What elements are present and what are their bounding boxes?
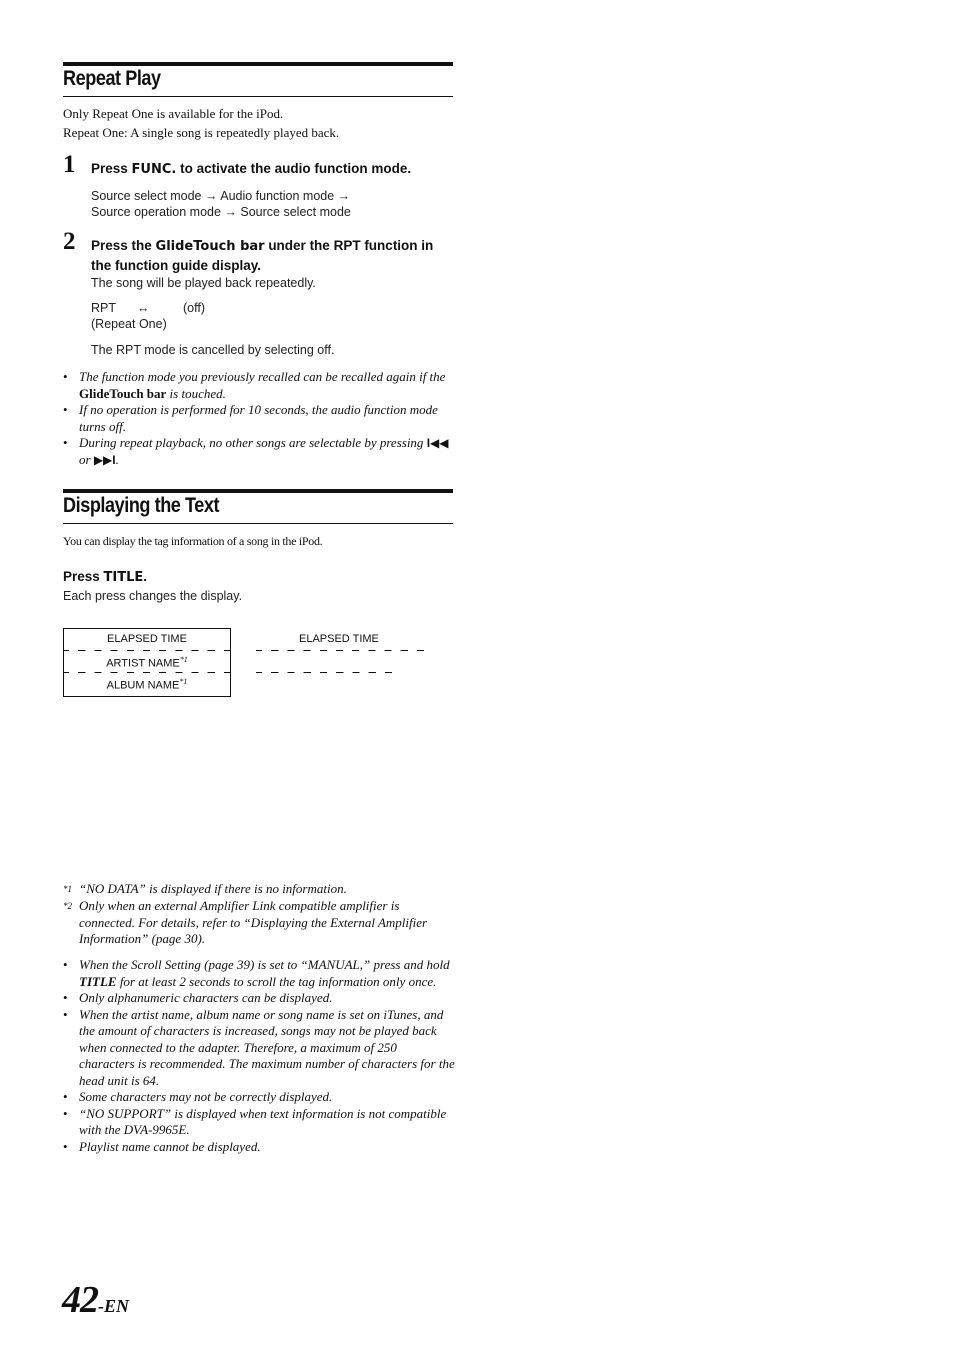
note-text: . bbox=[115, 451, 119, 467]
note-text: for at least 2 seconds to scroll the tag information only once. bbox=[116, 973, 437, 989]
section-heading-rule bbox=[63, 96, 453, 97]
repeat-intro bbox=[63, 104, 455, 142]
rpt-off-label: (off) bbox=[183, 301, 205, 315]
page-number bbox=[62, 1278, 129, 1322]
mode-line: Source select mode → Audio function mode → bbox=[91, 189, 351, 203]
mode-sequence bbox=[91, 188, 456, 220]
footnote-1 bbox=[63, 881, 455, 898]
title-button-name: TITLE bbox=[103, 570, 144, 585]
row-text: ARTIST NAME bbox=[106, 657, 180, 670]
footnote-2 bbox=[63, 898, 455, 948]
mode-line: Source operation mode → Source select mode bbox=[91, 205, 351, 219]
rpt-cancel-text: The RPT mode is cancelled by selecting off. bbox=[91, 343, 335, 357]
step-text: Press bbox=[63, 569, 104, 584]
press-description: Each press changes the display. bbox=[63, 589, 243, 603]
note-text: or bbox=[79, 451, 94, 467]
page-number-value: 42 bbox=[62, 1279, 98, 1321]
intro-line: Only Repeat One is available for the iPod. bbox=[63, 106, 284, 121]
repeat-notes bbox=[63, 369, 455, 468]
display-notes bbox=[63, 957, 455, 1155]
prev-track-icon: I◀◀ bbox=[426, 436, 449, 450]
display-elapsed-right: ELAPSED TIME bbox=[299, 633, 379, 645]
note-item bbox=[63, 369, 455, 402]
step-text: . bbox=[143, 569, 148, 584]
footnote-mark: *1 bbox=[179, 655, 188, 664]
func-button-name: FUNC. bbox=[131, 162, 177, 177]
footnote-mark: *1 bbox=[179, 677, 188, 686]
display-row-elapsed: ELAPSED TIME bbox=[107, 633, 187, 645]
note-text: When the Scroll Setting (page 39) is set to “MANUAL,” press and hold bbox=[79, 957, 450, 972]
note-text: is touched. bbox=[166, 385, 226, 401]
display-row-artist bbox=[64, 655, 230, 670]
step-number: 1 bbox=[63, 151, 76, 178]
row-text: ALBUM NAME bbox=[106, 679, 180, 692]
next-track-icon: ▶▶I bbox=[93, 452, 116, 467]
step-instruction bbox=[91, 236, 456, 275]
press-title-instruction bbox=[63, 569, 147, 585]
note-key: GlideTouch bar bbox=[79, 385, 167, 401]
note-text: During repeat playback, no other songs are selectable by pressing bbox=[79, 435, 427, 450]
footnote-text: “NO DATA” is displayed if there is no information. bbox=[79, 881, 347, 896]
dashed-divider bbox=[63, 672, 231, 673]
dashed-divider bbox=[256, 650, 424, 651]
display-intro: You can display the tag information of a song in the iPod. bbox=[63, 534, 323, 548]
footnote-mark: *2 bbox=[63, 901, 72, 911]
note-item bbox=[63, 435, 455, 468]
note-item: • Playlist name cannot be displayed. bbox=[63, 1139, 455, 1156]
intro-line: Repeat One: A single song is repeatedly played back. bbox=[63, 125, 340, 140]
step-number: 2 bbox=[63, 228, 76, 255]
note-item: • “NO SUPPORT” is displayed when text information is not compatible with the DVA-9965E. bbox=[63, 1106, 455, 1139]
step-text: Press the bbox=[91, 238, 156, 253]
display-box bbox=[63, 628, 231, 697]
step-text: to activate the audio function mode. bbox=[176, 161, 412, 176]
note-item: • Some characters may not be correctly displayed. bbox=[63, 1089, 455, 1106]
note-key: TITLE bbox=[79, 973, 117, 989]
rpt-toggle-arrow: ↔ bbox=[137, 301, 150, 315]
step-text: Press bbox=[91, 161, 132, 176]
dashed-divider bbox=[63, 650, 231, 651]
dashed-divider bbox=[256, 672, 392, 673]
note-item bbox=[63, 957, 455, 990]
note-item: • When the artist name, album name or song name is set on iTunes, and the amount of characters is increased, songs may not be played back when connected to the adapter. Therefore, a maximum of 250 characters is recommended. The maximum number of characters for the head unit is 64. bbox=[63, 1007, 455, 1090]
step-description: The song will be played back repeatedly. bbox=[91, 276, 316, 290]
note-item: • Only alphanumeric characters can be displayed. bbox=[63, 990, 455, 1007]
display-row-album bbox=[64, 677, 230, 692]
step-instruction bbox=[91, 159, 456, 179]
section-heading-rule bbox=[63, 523, 453, 524]
section-heading-repeat-play: Repeat Play bbox=[63, 67, 161, 90]
step-text: under the RPT function in the function guide display. bbox=[91, 238, 434, 273]
page-language-suffix: -EN bbox=[98, 1296, 129, 1316]
rpt-one-label: (Repeat One) bbox=[91, 317, 167, 331]
section-top-bar bbox=[63, 62, 453, 66]
section-top-bar bbox=[63, 489, 453, 493]
section-heading-displaying-text: Displaying the Text bbox=[63, 494, 220, 517]
rpt-label: RPT bbox=[91, 301, 116, 315]
note-text: The function mode you previously recalled can be recalled again if the bbox=[79, 369, 446, 384]
footnote-mark: *1 bbox=[63, 884, 72, 894]
note-item: • If no operation is performed for 10 seconds, the audio function mode turns off. bbox=[63, 402, 455, 435]
glidetouch-bar-name: GlideTouch bar bbox=[155, 239, 265, 254]
footnote-text: Only when an external Amplifier Link compatible amplifier is connected. For details, refer to “Displaying the External Amplifier Information” (page 30). bbox=[79, 898, 428, 946]
